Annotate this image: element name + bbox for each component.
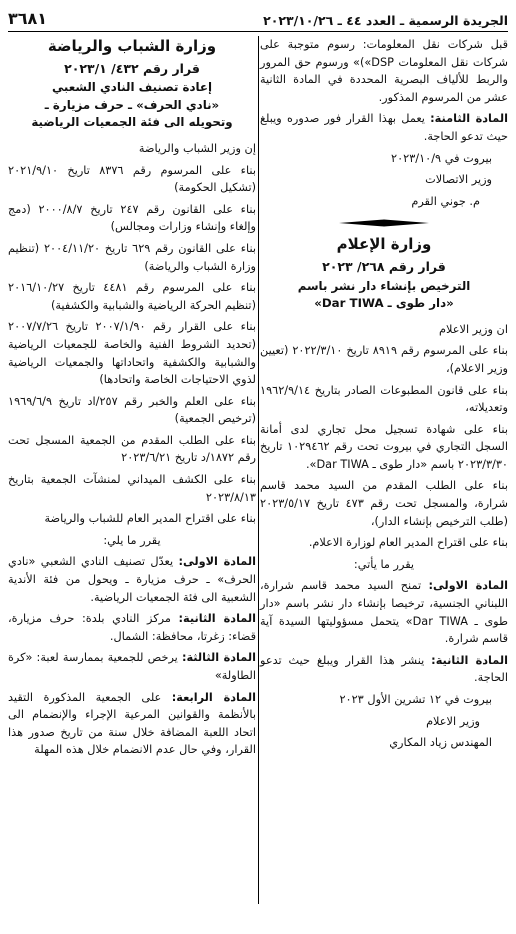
decree-432-title: قرار رقم ٤٣٢/ ٢٠٢٣/١ — [64, 60, 200, 76]
ministry-youth-sports-title: وزارة الشباب والرياضة — [47, 37, 217, 55]
decides: يقرر ما يأتي: — [353, 557, 415, 571]
whereas-9: بناء على اقتراح المدير العام للشباب والرياضة — [44, 512, 256, 526]
decree-268-subject-1: الترخيص بإنشاء دار نشر باسم — [297, 278, 471, 293]
decides: يقرر ما يلي: — [103, 533, 161, 547]
whereas-2: بناء على قانون المطبوعات الصادر بتاريخ ١٩٦٢/٩/١٤ وتعديلاته، — [260, 383, 508, 415]
right-column — [260, 36, 508, 756]
gazette-header-title: الجريدة الرسمية ـ العدد ٤٤ ـ ٢٠٢٣/١٠/٢٦ — [263, 13, 508, 28]
column-divider — [258, 36, 259, 904]
signer-1-name: م. جوني القرم — [411, 194, 480, 208]
whereas-4: بناء على الطلب المقدم من السيد محمد قاسم شرارة، والمسجل تحت رقم ٤٧٣ تاريخ ٢٠٢٣/٥/١٧ (طلب الترخيص بإنشاء الدار)، — [260, 479, 508, 528]
minister-intro: إن وزير الشباب والرياضة — [138, 141, 256, 155]
whereas-4: بناء على المرسوم رقم ٤٤٨١ تاريخ ٢٠١٦/١٠/٢٧ (تنظيم الحركة الرياضية والشبابية والكشفية) — [8, 281, 256, 312]
whereas-8: بناء على الكشف الميداني لمنشآت الجمعية بتاريخ ٢٠٢٣/٨/١٣ — [8, 473, 256, 504]
article-1: المادة الاولى: يعدّل تصنيف النادي الشعبي «نادي الحرف» ـ حرف مزيارة ـ ويحول من فئة الأندية الشعبية الى فئة الجمعيات الرياضية. — [8, 555, 256, 604]
decree-268-title: قرار رقم ٢٦٨/ ٢٠٢٣ — [322, 258, 446, 274]
whereas-2: بناء على القانون رقم ٢٤٧ تاريخ ٢٠٠٠/٨/٧ (دمج وإلغاء وإنشاء وزارات ومجالس) — [8, 202, 256, 234]
signer-2-title: وزير الاعلام — [426, 714, 480, 728]
section-separator — [260, 218, 508, 228]
continuation-text: قبل شركات نقل المعلومات: رسوم متوجبة على شركات نقل المعلومات DSP»)» ورسوم حق المرور والربط للألياف البصرية المحددة في المادة الثانية عشر من المرسوم المذكور. — [260, 38, 509, 104]
decree-432-subject-1: إعادة تصنيف النادي الشعبي — [51, 80, 213, 95]
decree-432-subject-3: وتحويله الى فئة الجمعيات الرياضية — [31, 115, 233, 130]
minister-intro: ان وزير الاعلام — [439, 322, 508, 336]
article-3: المادة الثالثة: يرخص للجمعية بممارسة لعبة: «كرة الطاولة» — [8, 651, 256, 682]
article-1: المادة الاولى: تمنح السيد محمد قاسم شرارة، اللبناني الجنسية، ترخيصا بإنشاء دار نشر باسم «دار طوى ـ Dar TIWA» يتحمل مسؤوليتها السيدة آية قاسم شرارة. — [260, 579, 509, 646]
whereas-3: بناء على القانون رقم ٦٢٩ تاريخ ٢٠٠٤/١١/٢٠ (تنظيم وزارة الشباب والرياضة) — [8, 241, 256, 273]
left-column — [8, 36, 256, 763]
whereas-6: بناء على العلم والخبر رقم ٢٥٧/اد تاريخ ١٩٦٩/٦/٩ (ترخيص الجمعية) — [8, 394, 256, 426]
article-2: المادة الثانية: ينشر هذا القرار ويبلغ حيث تدعو الحاجة. — [260, 653, 508, 685]
whereas-1: بناء على المرسوم رقم ٨٩١٩ تاريخ ٢٠٢٢/٣/١٠ (تعيين وزير الاعلام)، — [260, 344, 508, 375]
page-number: ٣٦٨١ — [8, 9, 48, 28]
article-8: المادة الثامنة: يعمل بهذا القرار فور صدوره ويبلغ حيث تدعو الحاجة. — [260, 112, 508, 143]
decree-268-subject-2: «دار طوى ـ Dar TIWA» — [314, 296, 454, 311]
signer-1-title: وزير الاتصالات — [425, 173, 492, 187]
whereas-1: بناء على المرسوم رقم ٨٣٧٦ تاريخ ٢٠٢١/٩/١٠ (تشكيل الحكومة) — [8, 163, 256, 195]
decree-432-subject-2: «نادي الحرف» ـ حرف مزيارة ـ — [44, 97, 220, 112]
page-header — [8, 6, 508, 32]
whereas-5: بناء على اقتراح المدير العام لوزارة الاعلام. — [308, 536, 508, 550]
date-1: بيروت في ٢٠٢٣/١٠/٩ — [391, 151, 492, 165]
ministry-information-title: وزارة الإعلام — [336, 235, 432, 254]
whereas-3: بناء على شهادة تسجيل محل تجاري لدى أمانة السجل التجاري في بيروت تحت رقم ١٠٢٩٤٦٢ تاريخ ٢٠٢٣/٣/٣٠ باسم «دار طوى ـ Dar TIWA». — [260, 422, 508, 471]
date-2: بيروت في ١٢ تشرين الأول ٢٠٢٣ — [339, 693, 492, 706]
signer-2-name: المهندس زياد المكاري — [389, 736, 492, 750]
article-4: المادة الرابعة: على الجمعية المذكورة التقيد بالأنظمة والقوانين المرعية الإجراء والإنضمام الى اتحاد اللعبة المضافة خلال سنة من تاريخ صدور هذا القرار، وفي حال عدم الانضمام خلال هذه المهلة — [8, 690, 256, 757]
whereas-7: بناء على الطلب المقدم من الجمعية المسجل تحت رقم ١٨٧٢/د تاريخ ٢٠٢٣/٦/٢١ — [8, 433, 256, 465]
article-2: المادة الثانية: مركز النادي بلدة: حرف مزيارة، قضاء: زغرتا، محافظة: الشمال. — [8, 612, 256, 643]
whereas-5: بناء على القرار رقم ٢٠٠٧/١/٩٠ تاريخ ٢٠٠٧/٧/٢٦ (تحديد الشروط الفنية والخاصة للجمعيات الرياضية والشبابية والكشفية واتحاداتها والجمعيات الرياضية لذوي الاحتياجات الخاصة واتحادها) — [8, 320, 256, 387]
